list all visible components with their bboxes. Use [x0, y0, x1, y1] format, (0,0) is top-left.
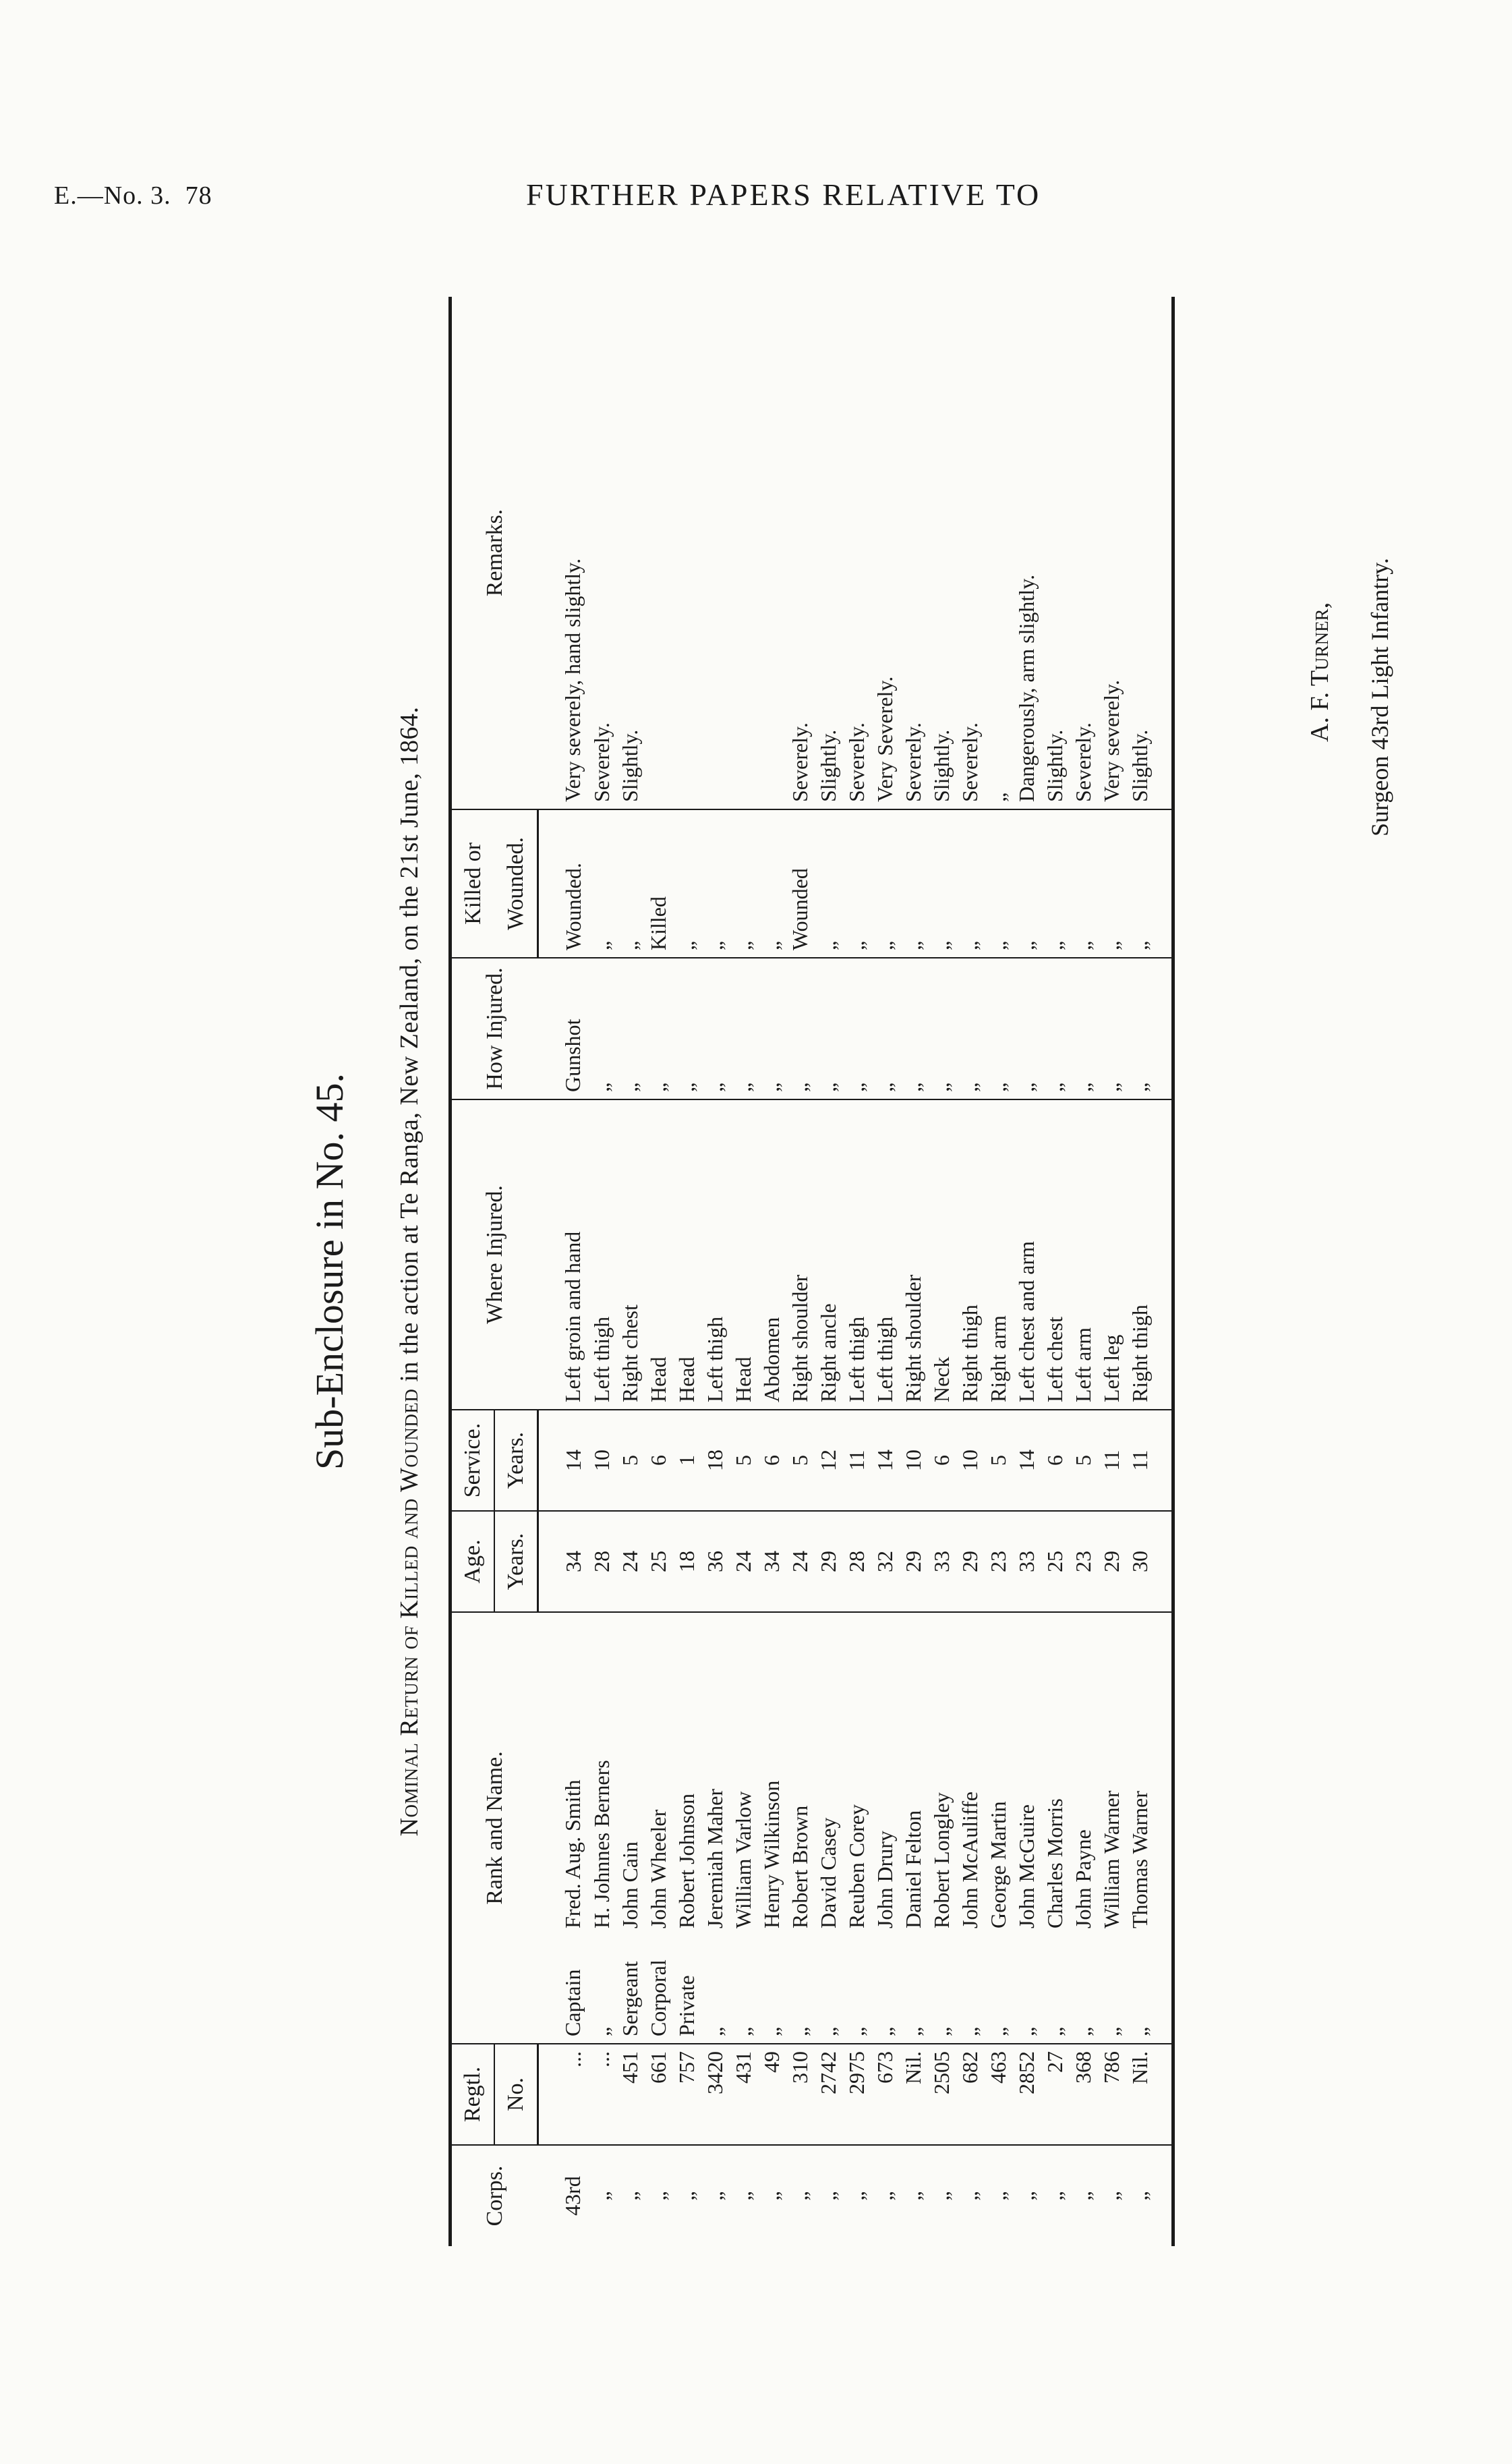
cell-age: 24 — [786, 1511, 814, 1612]
cell-regtl-no: 682 — [956, 2044, 984, 2145]
cell-remarks: Severely. — [788, 722, 812, 802]
soldier-name: Thomas Warner — [1128, 1791, 1152, 1928]
cell-killed-wounded: „ — [814, 809, 842, 958]
cell-how-injured: „ — [956, 958, 984, 1099]
signature-name-text: A. F. Turner, — [1306, 602, 1334, 742]
cell-regtl-no: 2852 — [1012, 2044, 1041, 2145]
cell-rank-name — [616, 1612, 644, 2044]
soldier-name: John Payne — [1071, 1829, 1095, 1928]
cell-regtl-no: 661 — [644, 2044, 672, 2145]
cell-corps: „ — [899, 2145, 927, 2246]
cell-where-injured: Left thigh — [701, 1099, 729, 1410]
table-row — [616, 297, 644, 2246]
cell-how-injured: „ — [1069, 958, 1097, 1099]
signature-title: Surgeon 43rd Light Infantry. — [1366, 558, 1393, 836]
cell-rank-name — [1041, 1612, 1069, 2044]
cell-age: 25 — [1041, 1511, 1069, 1612]
cell-killed-wounded: „ — [757, 809, 786, 958]
table-row — [1041, 297, 1069, 2246]
cell-age: 36 — [701, 1511, 729, 1612]
cell-killed-wounded: „ — [956, 809, 984, 958]
cell-where-injured: Right shoulder — [899, 1099, 927, 1410]
cell-remarks: Slightly. — [1126, 297, 1173, 809]
cell-rank-name — [1097, 1612, 1126, 2044]
cell-rank-name — [927, 1612, 956, 2044]
cell-killed-wounded: „ — [1012, 809, 1041, 958]
cell-regtl-no: 451 — [616, 2044, 644, 2145]
doc-ref: E.—No. 3. — [54, 181, 171, 210]
cell-where-injured: Abdomen — [757, 1099, 786, 1410]
cell-corps: „ — [672, 2145, 701, 2246]
cell-remarks: Severely. — [1071, 722, 1095, 802]
cell-age: 29 — [899, 1511, 927, 1612]
cell-corps: „ — [927, 2145, 956, 2246]
rank: Sergeant — [618, 1961, 642, 2036]
cell-how-injured: „ — [729, 958, 757, 1099]
cell-killed-wounded: „ — [701, 809, 729, 958]
soldier-name: John Drury — [873, 1831, 897, 1928]
rank: „ — [731, 2026, 755, 2036]
header-corps: Corps. — [450, 2145, 538, 2246]
rank: „ — [1099, 2026, 1124, 2036]
table-caption — [395, 297, 424, 2246]
cell-where-injured: Left groin and hand — [538, 1099, 588, 1410]
cell-killed-wounded: „ — [616, 809, 644, 958]
table-row — [842, 297, 871, 2246]
cell-age: 34 — [538, 1511, 588, 1612]
cell-corps: „ — [842, 2145, 871, 2246]
soldier-name: Charles Morris — [1043, 1798, 1067, 1928]
cell-where-injured: Head — [672, 1099, 701, 1410]
cell-where-injured: Left arm — [1069, 1099, 1097, 1410]
cell-where-injured: Right chest — [616, 1099, 644, 1410]
table-row — [1126, 297, 1173, 2246]
soldier-name: Jeremiah Maher — [703, 1788, 727, 1928]
cell-how-injured: „ — [1012, 958, 1041, 1099]
cell-how-injured: „ — [644, 958, 672, 1099]
cell-rank-name — [672, 1612, 701, 2044]
cell-service: 6 — [1041, 1410, 1069, 1511]
table-row — [871, 297, 899, 2246]
table-row — [814, 297, 842, 2246]
table-row — [644, 297, 672, 2246]
soldier-name: John McAuliffe — [958, 1792, 982, 1928]
cell-killed-wounded: „ — [842, 809, 871, 958]
cell-killed-wounded: „ — [1069, 809, 1097, 958]
cell-corps: „ — [984, 2145, 1012, 2246]
cell-service: 10 — [899, 1410, 927, 1511]
cell-age: 29 — [956, 1511, 984, 1612]
cell-rank-name — [842, 1612, 871, 2044]
signature-name — [1305, 602, 1335, 742]
cell-where-injured: Left chest and arm — [1012, 1099, 1041, 1410]
cell-remarks — [672, 297, 701, 809]
cell-killed-wounded: „ — [587, 809, 616, 958]
cell-remarks: Slightly. — [1043, 729, 1067, 802]
cell-corps: 43rd — [538, 2145, 588, 2246]
cell-killed-wounded: „ — [1126, 809, 1173, 958]
cell-age: 23 — [1069, 1511, 1097, 1612]
return-table-wrapper — [448, 297, 1175, 2246]
cell-regtl-no: 49 — [757, 2044, 786, 2145]
soldier-name: William Varlow — [731, 1791, 755, 1928]
rank: „ — [1071, 2026, 1095, 2036]
cell-rank-name — [786, 1612, 814, 2044]
cell-corps: „ — [871, 2145, 899, 2246]
table-row — [984, 297, 1012, 2246]
cell-killed-wounded: „ — [1041, 809, 1069, 958]
header-how-injured: How Injured. — [450, 958, 538, 1099]
cell-rank-name — [814, 1612, 842, 2044]
cell-how-injured: Gunshot — [538, 958, 588, 1099]
cell-regtl-no: 3420 — [701, 2044, 729, 2145]
cell-service: 18 — [701, 1410, 729, 1511]
cell-remarks: Severely. — [901, 722, 925, 802]
table-row — [899, 297, 927, 2246]
soldier-name: Reuben Corey — [844, 1804, 869, 1928]
cell-how-injured: „ — [672, 958, 701, 1099]
cell-age: 24 — [616, 1511, 644, 1612]
cell-service: 6 — [757, 1410, 786, 1511]
cell-rank-name — [1126, 1612, 1173, 2044]
table-row — [729, 297, 757, 2246]
header-remarks: Remarks. — [450, 297, 538, 809]
soldier-name: John McGuire — [1014, 1804, 1039, 1928]
table-row — [587, 297, 616, 2246]
soldier-name: William Warner — [1099, 1790, 1124, 1928]
cell-corps: „ — [1012, 2145, 1041, 2246]
table-row — [786, 297, 814, 2246]
rotated-content — [307, 297, 1453, 2246]
soldier-name: Robert Brown — [788, 1805, 812, 1928]
cell-how-injured: „ — [842, 958, 871, 1099]
header-killed-top: Killed or — [450, 809, 495, 958]
cell-service: 5 — [1069, 1410, 1097, 1511]
cell-how-injured: „ — [871, 958, 899, 1099]
cell-service: 11 — [842, 1410, 871, 1511]
rank: „ — [844, 2026, 869, 2036]
cell-corps: „ — [616, 2145, 644, 2246]
cell-corps: „ — [644, 2145, 672, 2246]
cell-age: 18 — [672, 1511, 701, 1612]
cell-remarks: Dangerously, arm slightly. — [1014, 574, 1039, 802]
table-row — [1097, 297, 1126, 2246]
nominal-return-table — [448, 297, 1175, 2246]
cell-service: 14 — [871, 1410, 899, 1511]
cell-how-injured: „ — [927, 958, 956, 1099]
caption-prefix: Nominal Return of Killed and Wounded — [395, 1388, 424, 1837]
cell-regtl-no: ... — [587, 2044, 616, 2145]
cell-age: 34 — [757, 1511, 786, 1612]
cell-service: 5 — [786, 1410, 814, 1511]
cell-where-injured: Neck — [927, 1099, 956, 1410]
cell-rank-name — [899, 1612, 927, 2044]
cell-age: 32 — [871, 1511, 899, 1612]
cell-remarks: Severely. — [589, 722, 614, 802]
cell-service: 10 — [587, 1410, 616, 1511]
rank: „ — [958, 2026, 982, 2036]
cell-rank-name — [587, 1612, 616, 2044]
cell-killed-wounded: „ — [927, 809, 956, 958]
cell-service: 5 — [616, 1410, 644, 1511]
rank: „ — [703, 2026, 727, 2036]
cell-regtl-no: Nil. — [899, 2044, 927, 2145]
cell-service: 5 — [729, 1410, 757, 1511]
cell-where-injured: Left thigh — [842, 1099, 871, 1410]
cell-service: 5 — [984, 1410, 1012, 1511]
cell-where-injured: Right arm — [984, 1099, 1012, 1410]
cell-service: 12 — [814, 1410, 842, 1511]
table-row — [956, 297, 984, 2246]
cell-killed-wounded: „ — [729, 809, 757, 958]
rank: „ — [1128, 2026, 1152, 2036]
cell-remarks: Severely. — [958, 722, 982, 802]
soldier-name: Daniel Felton — [901, 1810, 925, 1928]
cell-regtl-no: 310 — [786, 2044, 814, 2145]
document-reference — [54, 181, 212, 210]
cell-where-injured: Right thigh — [956, 1099, 984, 1410]
rank: Private — [674, 1975, 699, 2036]
cell-where-injured: Head — [644, 1099, 672, 1410]
cell-rank-name — [644, 1612, 672, 2044]
rank: „ — [759, 2026, 784, 2036]
cell-how-injured: „ — [786, 958, 814, 1099]
cell-corps: „ — [1097, 2145, 1126, 2246]
cell-service: 14 — [1012, 1410, 1041, 1511]
cell-where-injured: Right ancle — [814, 1099, 842, 1410]
cell-killed-wounded: „ — [871, 809, 899, 958]
cell-how-injured: „ — [1097, 958, 1126, 1099]
cell-regtl-no: 2742 — [814, 2044, 842, 2145]
soldier-name: Robert Johnson — [674, 1794, 699, 1928]
cell-killed-wounded: „ — [984, 809, 1012, 958]
rank: „ — [1043, 2026, 1067, 2036]
cell-rank-name — [538, 1612, 588, 2044]
cell-rank-name — [701, 1612, 729, 2044]
cell-remarks: Slightly. — [618, 729, 642, 802]
cell-corps: „ — [814, 2145, 842, 2246]
soldier-name: George Martin — [986, 1801, 1010, 1928]
soldier-name: Robert Longley — [929, 1792, 954, 1928]
cell-how-injured: „ — [814, 958, 842, 1099]
cell-rank-name — [729, 1612, 757, 2044]
cell-corps: „ — [1126, 2145, 1173, 2246]
soldier-name: John Cain — [618, 1841, 642, 1928]
cell-service: 6 — [644, 1410, 672, 1511]
cell-how-injured: „ — [587, 958, 616, 1099]
cell-killed-wounded: Wounded. — [538, 809, 588, 958]
cell-service: 6 — [927, 1410, 956, 1511]
rank: „ — [816, 2026, 840, 2036]
cell-corps: „ — [786, 2145, 814, 2246]
cell-regtl-no: ... — [538, 2044, 588, 2145]
cell-remarks: Slightly. — [929, 729, 954, 802]
cell-how-injured: „ — [701, 958, 729, 1099]
cell-rank-name — [956, 1612, 984, 2044]
cell-remarks: Very severely, hand slightly. — [560, 558, 585, 802]
cell-rank-name — [984, 1612, 1012, 2044]
cell-regtl-no: 2505 — [927, 2044, 956, 2145]
cell-remarks — [644, 297, 672, 809]
cell-how-injured: „ — [1126, 958, 1173, 1099]
soldier-name: H. Johnnes Berners — [589, 1760, 614, 1928]
header-killed-bottom: Wounded. — [494, 809, 538, 958]
header-service: Service. — [450, 1410, 495, 1511]
cell-age: 33 — [1012, 1511, 1041, 1612]
cell-killed-wounded: „ — [899, 809, 927, 958]
cell-corps: „ — [729, 2145, 757, 2246]
cell-age: 28 — [842, 1511, 871, 1612]
cell-where-injured: Left thigh — [587, 1099, 616, 1410]
cell-corps: „ — [701, 2145, 729, 2246]
soldier-name: Fred. Aug. Smith — [560, 1779, 585, 1928]
cell-how-injured: „ — [616, 958, 644, 1099]
cell-service: 10 — [956, 1410, 984, 1511]
header-service-years: Years. — [494, 1410, 538, 1511]
cell-where-injured: Head — [729, 1099, 757, 1410]
cell-corps: „ — [1069, 2145, 1097, 2246]
page-number: 78 — [185, 181, 212, 210]
header-regtl-no: No. — [494, 2044, 538, 2145]
table-row — [1069, 297, 1097, 2246]
cell-regtl-no: 27 — [1041, 2044, 1069, 2145]
soldier-name: David Casey — [816, 1817, 840, 1928]
cell-regtl-no: 2975 — [842, 2044, 871, 2145]
cell-killed-wounded: Killed — [644, 809, 672, 958]
cell-age: 24 — [729, 1511, 757, 1612]
cell-killed-wounded: „ — [1097, 809, 1126, 958]
rank: „ — [788, 2026, 812, 2036]
cell-service: 11 — [1097, 1410, 1126, 1511]
cell-where-injured: Right shoulder — [786, 1099, 814, 1410]
cell-remarks: Slightly. — [816, 729, 840, 802]
cell-rank-name — [757, 1612, 786, 2044]
cell-service: 1 — [672, 1410, 701, 1511]
cell-corps: „ — [757, 2145, 786, 2246]
cell-remarks — [729, 297, 757, 809]
cell-how-injured: „ — [984, 958, 1012, 1099]
cell-age: 29 — [1097, 1511, 1126, 1612]
cell-age: 30 — [1126, 1511, 1173, 1612]
cell-corps: „ — [956, 2145, 984, 2246]
soldier-name: John Wheeler — [646, 1809, 670, 1928]
rank: Captain — [560, 1969, 585, 2036]
cell-remarks — [701, 297, 729, 809]
cell-how-injured: „ — [757, 958, 786, 1099]
rank: „ — [901, 2026, 925, 2036]
header-age: Age. — [450, 1511, 495, 1612]
cell-regtl-no: 786 — [1097, 2044, 1126, 2145]
cell-how-injured: „ — [899, 958, 927, 1099]
cell-regtl-no: Nil. — [1126, 2044, 1173, 2145]
table-row — [1012, 297, 1041, 2246]
cell-regtl-no: 368 — [1069, 2044, 1097, 2145]
cell-remarks: „ — [986, 792, 1010, 802]
cell-age: 33 — [927, 1511, 956, 1612]
sub-enclosure-title: Sub-Enclosure in No. 45. — [308, 1073, 351, 1470]
rank: „ — [1014, 2026, 1039, 2036]
header-rank-name: Rank and Name. — [450, 1612, 538, 2044]
cell-remarks: Very Severely. — [873, 676, 897, 802]
cell-regtl-no: 673 — [871, 2044, 899, 2145]
cell-rank-name — [1069, 1612, 1097, 2044]
cell-remarks — [757, 297, 786, 809]
running-title: FURTHER PAPERS RELATIVE TO — [526, 177, 1041, 212]
cell-service: 11 — [1126, 1410, 1173, 1511]
cell-rank-name — [871, 1612, 899, 2044]
soldier-name: Henry Wilkinson — [759, 1780, 784, 1928]
table-row — [701, 297, 729, 2246]
table-row — [538, 297, 588, 2246]
rank: „ — [929, 2026, 954, 2036]
cell-corps: „ — [587, 2145, 616, 2246]
rank: Corporal — [646, 1959, 670, 2036]
header-where-injured: Where Injured. — [450, 1099, 538, 1410]
cell-killed-wounded: „ — [672, 809, 701, 958]
cell-where-injured: Left chest — [1041, 1099, 1069, 1410]
cell-where-injured: Left leg — [1097, 1099, 1126, 1410]
cell-age: 29 — [814, 1511, 842, 1612]
cell-age: 23 — [984, 1511, 1012, 1612]
cell-how-injured: „ — [1041, 958, 1069, 1099]
cell-remarks: Very severely. — [1099, 680, 1124, 802]
rank: „ — [986, 2026, 1010, 2036]
header-regtl: Regtl. — [450, 2044, 495, 2145]
cell-where-injured: Right thigh — [1126, 1099, 1173, 1410]
cell-regtl-no: 431 — [729, 2044, 757, 2145]
table-row — [757, 297, 786, 2246]
cell-regtl-no: 463 — [984, 2044, 1012, 2145]
table-row — [672, 297, 701, 2246]
rank: „ — [589, 2026, 614, 2036]
cell-corps: „ — [1041, 2145, 1069, 2246]
cell-where-injured: Left thigh — [871, 1099, 899, 1410]
cell-rank-name — [1012, 1612, 1041, 2044]
rank: „ — [873, 2026, 897, 2036]
header-age-years: Years. — [494, 1511, 538, 1612]
cell-age: 28 — [587, 1511, 616, 1612]
table-body — [538, 297, 1173, 2246]
table-row — [927, 297, 956, 2246]
cell-remarks: Severely. — [844, 722, 869, 802]
cell-age: 25 — [644, 1511, 672, 1612]
cell-killed-wounded: Wounded — [786, 809, 814, 958]
cell-service: 14 — [538, 1410, 588, 1511]
cell-regtl-no: 757 — [672, 2044, 701, 2145]
caption-suffix: in the action at Te Ranga, New Zealand, on the 21st June, 1864. — [395, 706, 424, 1382]
